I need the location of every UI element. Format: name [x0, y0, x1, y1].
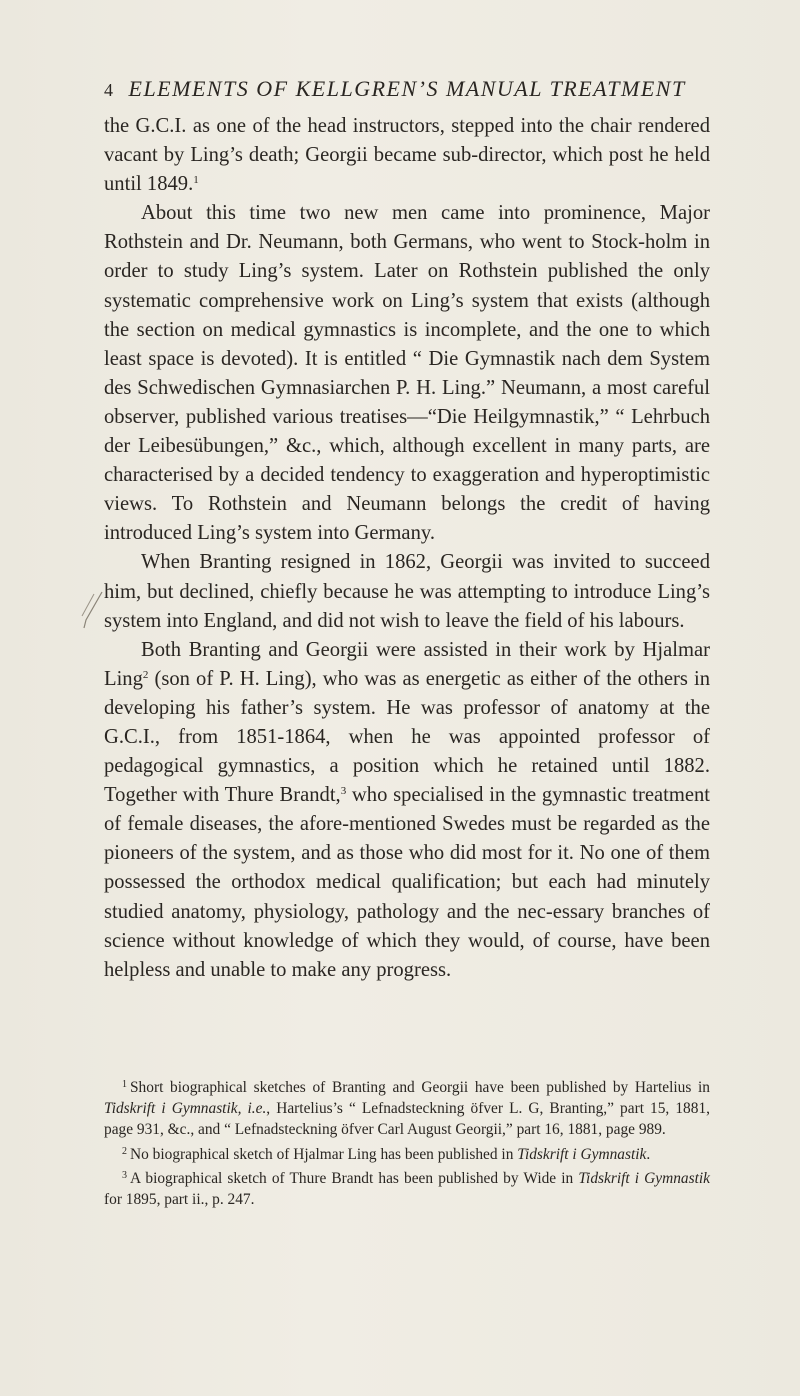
paragraph-4-part-c: who specialised in the gymnastic treatment of female diseases, the afore-mentioned Swedes must be regarded as the pioneers of the system, and as those who did most for it. No one of them possessed the orthodox medical qualification; but each had minutely studied anatomy, physiology, pathology and the nec-essary branches of science without knowledge of which they would, of course, have been helpless and unable to make any progress.: [104, 784, 710, 981]
paragraph-4-part-b: (son of P. H. Ling), who was as energetic as either of the others in developing his father’s system. He was professor of anatomy at the G.C.I., from 1851-1864, when he was appointed professor of pedagogical gymnastics, a position which he retained until 1882. Together with Thure Brandt,: [104, 667, 710, 807]
footnote-italic: Tidskrift i Gymnastik, i.e.: [104, 1100, 267, 1118]
footnote-text: A biographical sketch of Thure Brandt has been published by Wide in: [130, 1169, 579, 1187]
footnote-2: [104, 1141, 710, 1165]
footnote-italic: Tidskrift i Gymnastik: [517, 1145, 647, 1163]
footnote-ref-2: 2: [142, 668, 149, 681]
running-title: ELEMENTS OF KELLGREN’S MANUAL TREATMENT: [128, 76, 686, 101]
footnote-italic: Tidskrift i Gymnastik: [578, 1169, 710, 1187]
page-number: 4: [104, 80, 115, 100]
paragraph-1: [104, 112, 710, 199]
footnote-mark: 2: [122, 1145, 127, 1157]
footnote-text: Short biographical sketches of Branting and Georgii have been published by Hartelius in: [130, 1079, 710, 1096]
paragraph-1-text: the G.C.I. as one of the head instructors, stepped into the chair rendered vacant by Ling’s death; Georgii became sub-director, which post he held until 1849.: [104, 115, 710, 196]
paragraph-3: When Branting resigned in 1862, Georgii was invited to succeed him, but declined, chiefly because he was attempting to introduce Ling’s system into England, and did not wish to leave the field of his labours.: [104, 551, 710, 632]
footnote-text: No biographical sketch of Hjalmar Ling has been published in: [130, 1145, 518, 1163]
running-head: [104, 76, 714, 102]
footnote-text: for 1895, part ii., p. 247.: [104, 1191, 255, 1209]
paragraph-2: About this time two new men came into prominence, Major Rothstein and Dr. Neumann, both Germans, who went to Stock-holm in order to study Ling’s system. Later on Rothstein published the only systematic comprehensive work on Ling’s system that exists (although the section on medical gymnastics is incomplete, and the one to which least space is devoted). It is entitled “ Die Gymnastik nach dem System des Schwedischen Gymnasiarchen P. H. Ling.” Neumann, a most careful observer, published various treatises—“Die Heilgymnastik,” “ Lehrbuch der Leibesübungen,” &c., which, although excellent in many parts, are characterised by a decided tendency to exaggeration and hyperoptimistic views. To Rothstein and Neumann belongs the credit of having introduced Ling’s system into Germany.: [104, 202, 710, 545]
footnote-3: [104, 1165, 710, 1210]
paragraph-4: [104, 636, 710, 985]
footnote-ref-3: 3: [340, 785, 347, 798]
footnote-mark: 3: [122, 1169, 127, 1181]
footnote-text: , Hartelius’s “ Lefnadsteckning öfver L. G, Branting,” part 15, 1881, page 931, &c., and “ Lefnadsteckning öfver Carl August Georgii,” part 16, 1881, page 989.: [104, 1100, 710, 1139]
pencil-margin-mark: [80, 590, 106, 630]
footnotes: [104, 1074, 710, 1210]
paragraph-4-part-a: Both Branting and Georgii were assisted in their work by Hjalmar Ling: [104, 638, 710, 690]
footnote-ref-1: 1: [193, 174, 199, 187]
footnote-1: [104, 1074, 710, 1141]
body-text: [104, 112, 710, 985]
footnote-text: .: [646, 1145, 651, 1163]
footnote-mark: 1: [122, 1079, 127, 1090]
